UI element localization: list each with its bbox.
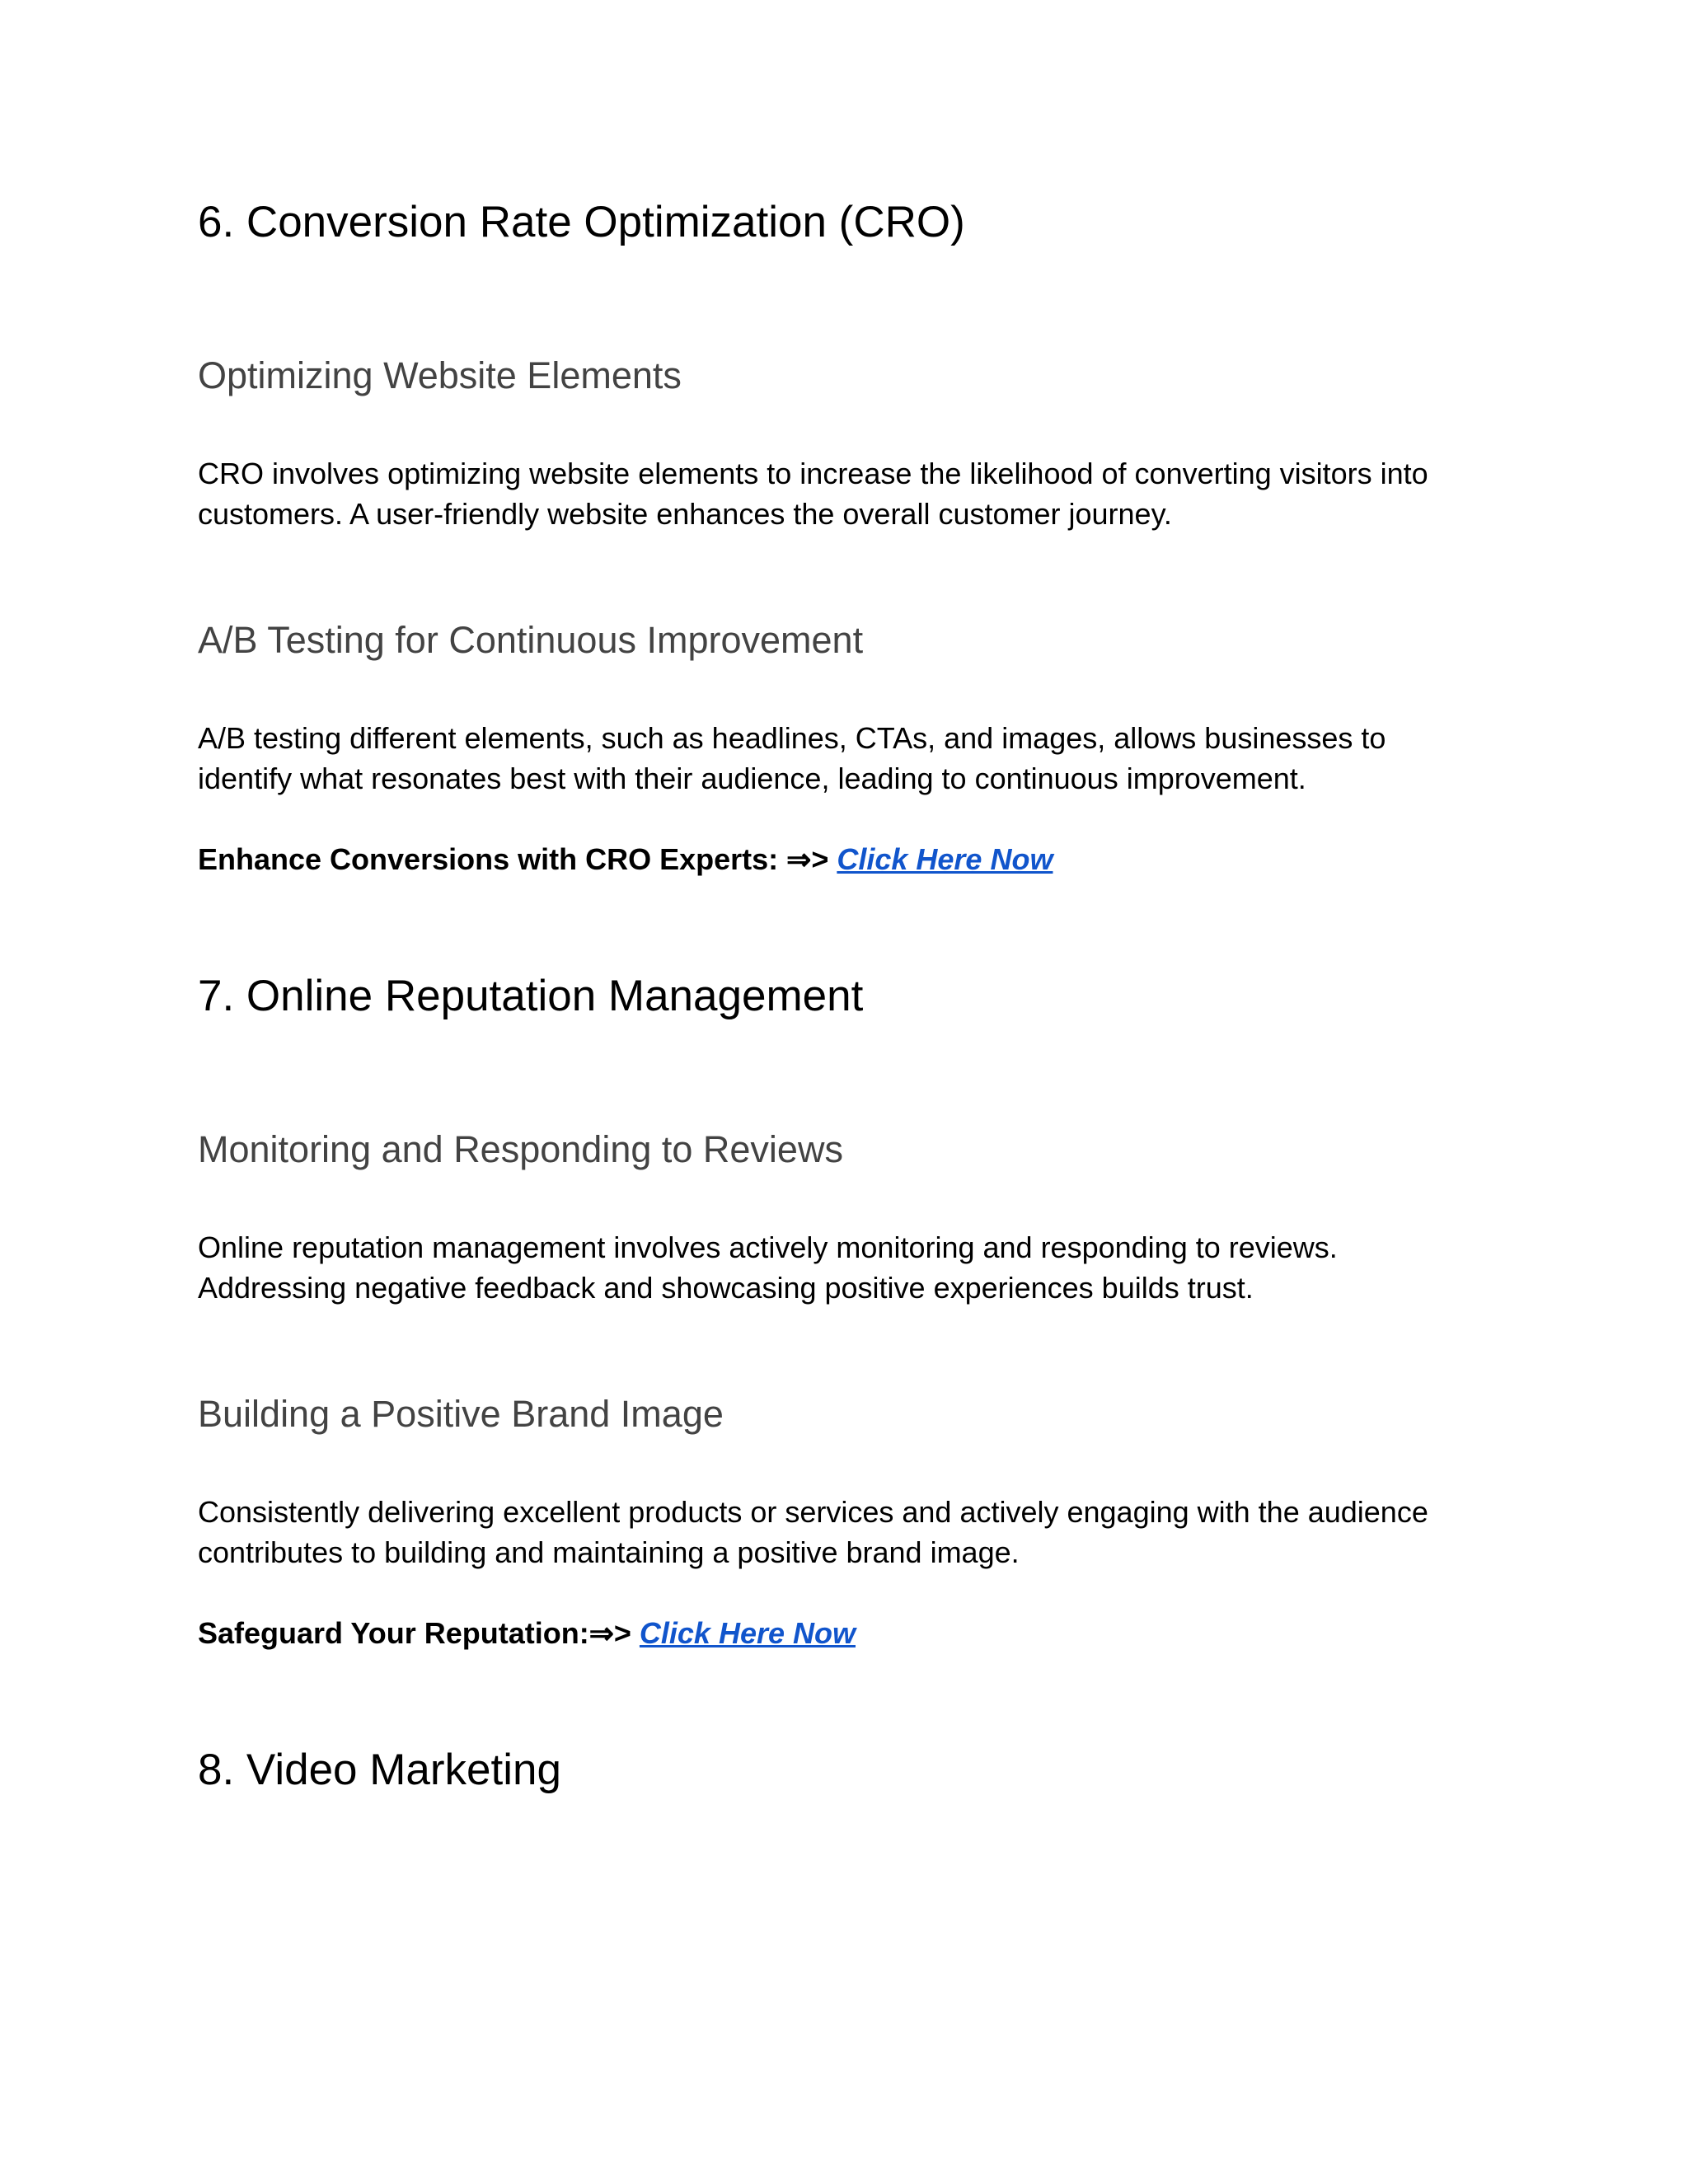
paragraph-line: Online reputation management involves actively monitoring and responding to reviews.	[198, 1230, 1338, 1264]
subheading-optimizing-website-elements: Optimizing Website Elements	[198, 354, 682, 396]
paragraph-optimizing-website-elements	[198, 453, 1500, 534]
click-here-now-link[interactable]: Click Here Now	[837, 842, 1053, 876]
paragraph-positive-brand-image	[198, 1492, 1500, 1572]
paragraph-line: CRO involves optimizing website elements to increase the likelihood of converting visitors into	[198, 457, 1428, 490]
paragraph-line: customers. A user-friendly website enhances the overall customer journey.	[198, 497, 1172, 531]
cta-cro-experts	[198, 840, 1500, 879]
cta-arrow: ⇒>	[588, 1616, 631, 1650]
cta-arrow: ⇒>	[786, 842, 829, 876]
cta-safeguard-reputation	[198, 1614, 1500, 1653]
paragraph-line: Addressing negative feedback and showcasing positive experiences builds trust.	[198, 1271, 1254, 1305]
cta-label: Enhance Conversions with CRO Experts:	[198, 842, 787, 876]
paragraph-monitoring-reviews	[198, 1227, 1500, 1308]
section-heading-online-reputation-management: 7. Online Reputation Management	[198, 972, 864, 1020]
section-heading-video-marketing: 8. Video Marketing	[198, 1746, 561, 1794]
paragraph-line: contributes to building and maintaining a positive brand image.	[198, 1535, 1020, 1569]
paragraph-ab-testing	[198, 718, 1500, 799]
click-here-now-link[interactable]: Click Here Now	[639, 1616, 856, 1650]
subheading-positive-brand-image: Building a Positive Brand Image	[198, 1393, 724, 1435]
paragraph-line: Consistently delivering excellent products or services and actively engaging with the audience	[198, 1495, 1428, 1529]
cta-label: Safeguard Your Reputation:	[198, 1616, 589, 1650]
paragraph-line: A/B testing different elements, such as headlines, CTAs, and images, allows businesses to	[198, 721, 1386, 755]
subheading-ab-testing: A/B Testing for Continuous Improvement	[198, 619, 864, 661]
paragraph-line: identify what resonates best with their audience, leading to continuous improvement.	[198, 762, 1306, 795]
subheading-monitoring-reviews: Monitoring and Responding to Reviews	[198, 1128, 843, 1170]
section-heading-cro: 6. Conversion Rate Optimization (CRO)	[198, 198, 965, 246]
